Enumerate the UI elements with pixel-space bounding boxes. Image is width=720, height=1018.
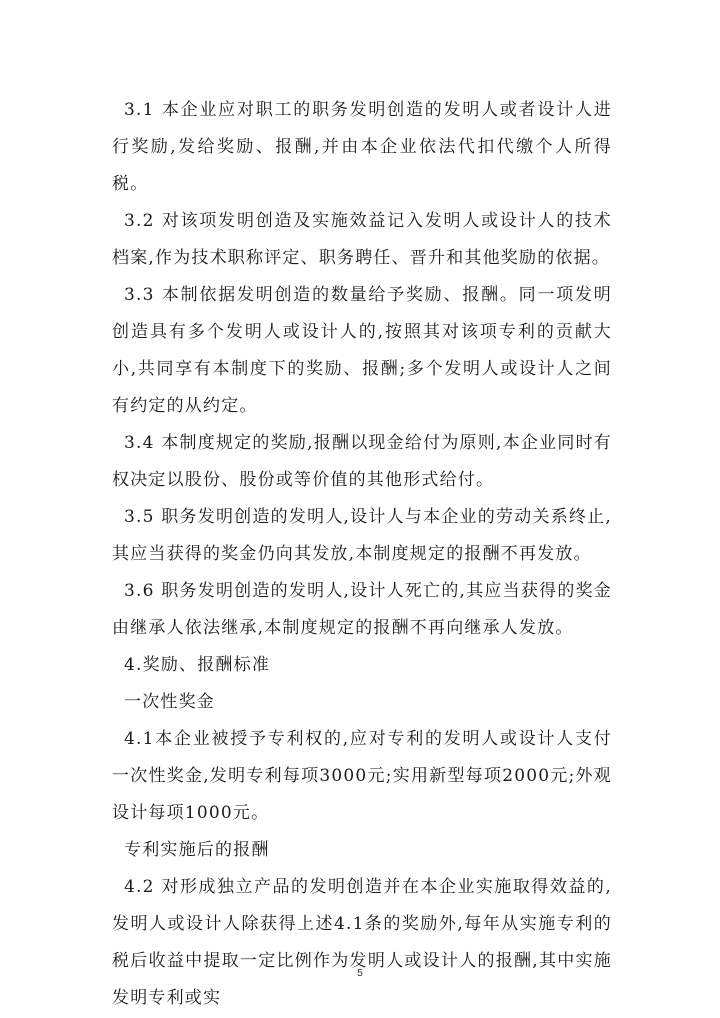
paragraph-4-1: 4.1本企业被授予专利权的,应对专利的发明人或设计人支付一次性奖金,发明专利每项3000元;实用新型每项2000元;外观设计每项1000元。	[112, 729, 612, 823]
subheading-post-implementation-reward: 专利实施后的报酬	[124, 840, 270, 860]
paragraph-3-4: 3.4 本制度规定的奖励,报酬以现金给付为原则,本企业同时有权决定以股份、股份或等价值的其他形式给付。	[112, 433, 612, 490]
subheading-one-time-bonus: 一次性奖金	[124, 692, 215, 712]
paragraph-3-2: 3.2 对该项发明创造及实施效益记入发明人或设计人的技术档案,作为技术职称评定、职务聘任、晋升和其他奖励的依据。	[112, 211, 612, 268]
paragraph-3-5: 3.5 职务发明创造的发明人,设计人与本企业的劳动关系终止,其应当获得的奖金仍向其发放,本制度规定的报酬不再发放。	[112, 507, 612, 564]
paragraph-3-1: 3.1 本企业应对职工的职务发明创造的发明人或者设计人进行奖励,发给奖励、报酬,并由本企业依法代扣代缴个人所得税。	[112, 100, 612, 194]
paragraph-4-2: 4.2 对形成独立产品的发明创造并在本企业实施取得效益的,发明人或设计人除获得上述4.1条的奖励外,每年从实施专利的税后收益中提取一定比例作为发明人或设计人的报酬,其中实施发明专利或实	[112, 877, 612, 1008]
document-body	[112, 92, 612, 1017]
paragraph-3-3: 3.3 本制依据发明创造的数量给予奖励、报酬。同一项发明创造具有多个发明人或设计人的,按照其对该项专利的贡献大小,共同享有本制度下的奖励、报酬;多个发明人或设计人之间有约定的从约定。	[112, 285, 612, 416]
page-number: 5	[357, 968, 363, 979]
section-4-heading: 4.奖励、报酬标准	[124, 655, 271, 675]
paragraph-3-6: 3.6 职务发明创造的发明人,设计人死亡的,其应当获得的奖金由继承人依法继承,本制度规定的报酬不再向继承人发放。	[112, 581, 612, 638]
